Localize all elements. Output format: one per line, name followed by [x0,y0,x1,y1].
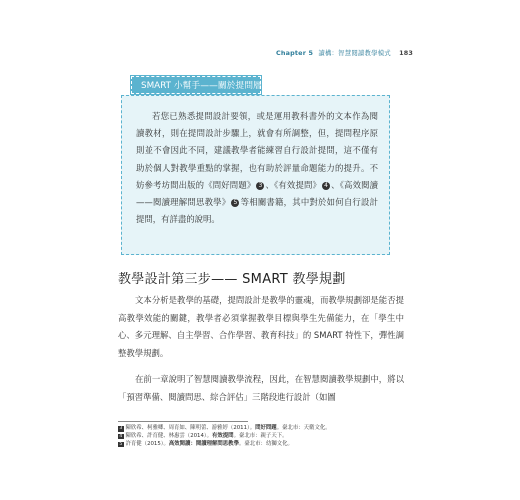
footnote-divider [118,421,248,422]
footnote-citation: 陳欣希、許育健、林惠雲（2014）。 [125,432,212,439]
footnote-number: 5 [119,441,123,447]
callout-text-part1: 若您已熟悉提問設計要領，或是運用教科書外的文本作為閱讀教材，則在提問設計步驟上，就會有所調整，但，提問程序原則並不會因此不同，建議教學者能練習自行設計提問，這不僅有助於個人對教學重點的掌握，也有助於評量命題能力的提升。不妨參考坊間出版的《問好問題》 [136,111,378,190]
body-paragraph-2: 在前一章說明了智慧閱讀教學流程，因此，在智慧閱讀教學規劃中，將以「預習準備、閱讀問思、綜合評估」三階段進行設計（如圖 [118,374,404,402]
footnote-publisher: 。臺北市：幼獅文化。 [238,440,293,447]
footnote-number: 3 [119,426,123,431]
footnote-ref-3: 3 [256,182,264,190]
footnote-publisher: 。臺北市：親子天下。 [233,432,288,439]
footnote-3 [118,425,408,433]
footnote-book-title: 問好問題 [255,425,277,431]
running-head [276,48,426,57]
section-title: 教學設計第三步—— SMART 教學規劃 [118,272,346,287]
footnote-4 [118,433,408,441]
footnote-ref-4: 4 [322,182,330,190]
footnote-citation: 許育健（2015）。 [125,440,169,447]
chapter-title: 讀構：智慧閱讀教學模式 [318,49,391,57]
callout-text [136,108,378,228]
footnote-5 [118,441,408,449]
footnote-book-title: 高效閱讀：閱讀理解問思教學 [168,440,239,447]
footnote-ref-5: 5 [231,199,239,207]
callout-text-part4: 等相關書籍，其中對於如何自行設計提問，有詳盡的說明。 [136,197,379,225]
page-number: 183 [399,49,414,57]
footnote-book-title: 有效提問 [212,432,234,439]
callout-text-part2: 、《有效提問》 [265,179,322,190]
callout-text-part3: 、《高效閱讀——閱讀理解問思教學》 [136,179,378,208]
footnotes [118,425,408,448]
footnote-citation: 陳欣希、柯雅卿、周育如、陳明蕾、游雅婷（2011）。 [125,425,256,431]
footnote-number: 4 [119,433,123,439]
callout-title: SMART 小幫手——關於提問層次分佈 [131,76,261,94]
footnote-publisher: 。臺北市：天衛文化。 [276,425,331,431]
body-paragraph-1: 文本分析是教學的基礎，提問設計是教學的靈魂，而教學規劃卻是能否提高教學效能的關鍵，教學者必須掌握教學目標與學生先備能力，在「學生中心、多元理解、自主學習、合作學習、教育科技」的 SMART 特性下，彈性調整教學規劃。 [118,295,404,358]
chapter-label: Chapter 5 [276,49,314,57]
